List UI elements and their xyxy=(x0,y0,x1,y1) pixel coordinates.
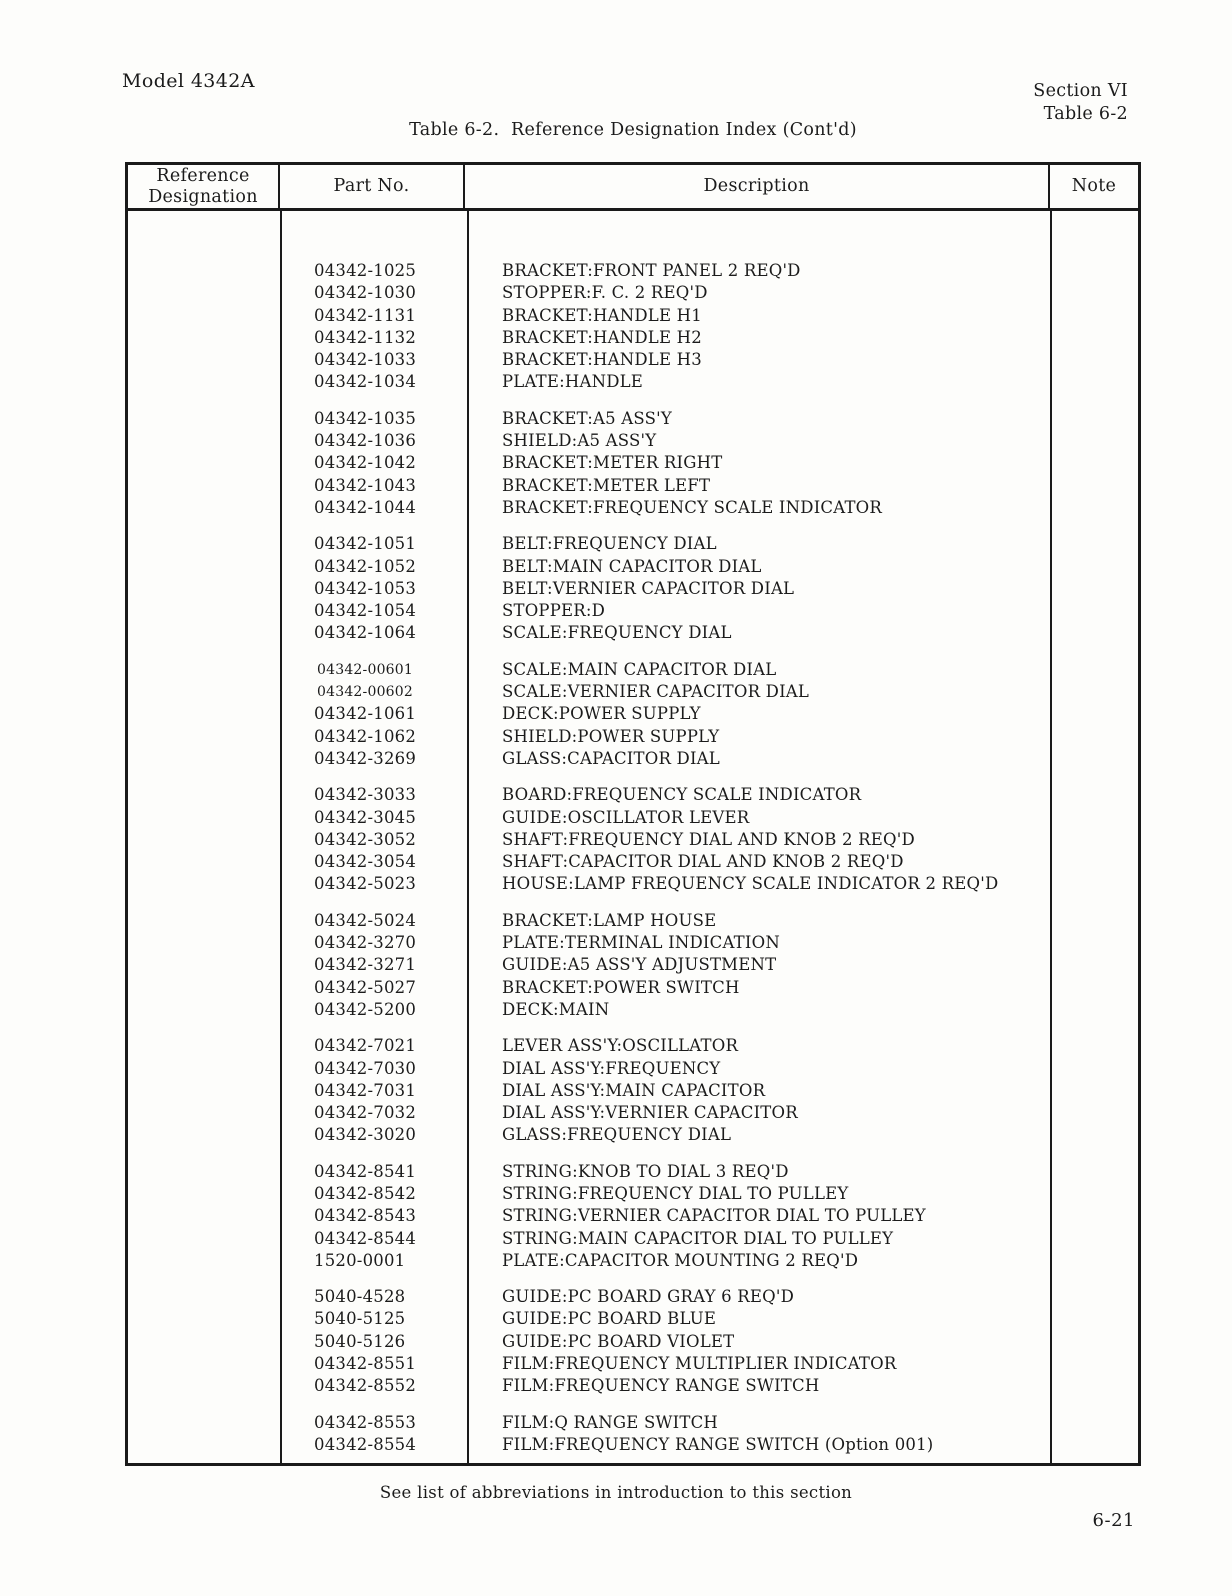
description-cell: STOPPER:D xyxy=(502,601,606,621)
table-row xyxy=(282,1228,1050,1250)
part-no-cell: 04342-1034 xyxy=(314,372,417,392)
table-row xyxy=(282,349,1050,371)
part-no-cell: 5040-5126 xyxy=(314,1331,406,1351)
part-no-cell: 04342-00601 xyxy=(317,661,414,678)
header-reference-designation: Reference Designation xyxy=(128,165,280,208)
part-no-cell: 04342-5024 xyxy=(314,910,417,930)
table-row xyxy=(282,371,1050,393)
row-group xyxy=(282,1286,1050,1397)
abbreviations-footnote: See list of abbreviations in introduction to this section xyxy=(379,1483,853,1502)
header-note: Note xyxy=(1071,176,1117,196)
description-cell: DECK:MAIN xyxy=(502,999,610,1019)
table-row xyxy=(282,1035,1050,1057)
part-no-cell: 04342-7021 xyxy=(314,1036,417,1056)
description-cell: BRACKET:HANDLE H1 xyxy=(502,305,702,325)
description-cell: BRACKET:METER LEFT xyxy=(502,475,711,495)
part-no-cell: 04342-1030 xyxy=(314,283,417,303)
table-row xyxy=(282,452,1050,474)
table-row xyxy=(282,1434,1050,1456)
part-no-cell: 04342-1042 xyxy=(314,453,417,473)
part-no-cell: 04342-3269 xyxy=(314,748,417,768)
part-no-cell: 04342-8543 xyxy=(314,1206,417,1226)
table-row xyxy=(282,1353,1050,1375)
part-no-cell: 04342-8554 xyxy=(314,1434,417,1454)
table-row xyxy=(282,977,1050,999)
row-group xyxy=(282,533,1050,644)
part-no-cell: 04342-1044 xyxy=(314,497,417,517)
row-group xyxy=(282,659,1050,770)
table-row xyxy=(282,703,1050,725)
part-no-cell: 04342-1061 xyxy=(314,704,417,724)
part-no-cell: 04342-8552 xyxy=(314,1376,417,1396)
row-group xyxy=(282,1035,1050,1146)
part-no-cell: 04342-5027 xyxy=(314,977,417,997)
row-group xyxy=(282,1161,1050,1272)
table-row xyxy=(282,1080,1050,1102)
description-cell: DIAL ASS'Y:VERNIER CAPACITOR xyxy=(502,1103,798,1123)
description-cell: SHAFT:CAPACITOR DIAL AND KNOB 2 REQ'D xyxy=(502,852,904,872)
table-row xyxy=(282,851,1050,873)
section-label: Section VI xyxy=(1033,81,1128,101)
description-cell: LEVER ASS'Y:OSCILLATOR xyxy=(502,1036,739,1056)
row-group xyxy=(282,260,1050,394)
table-body-rows xyxy=(282,211,1050,1470)
part-no-cell: 04342-3052 xyxy=(314,829,417,849)
part-no-cell: 04342-3270 xyxy=(314,933,417,953)
table-row xyxy=(282,726,1050,748)
part-no-cell: 04342-8544 xyxy=(314,1228,417,1248)
row-group xyxy=(282,408,1050,519)
part-no-cell: 04342-7031 xyxy=(314,1080,417,1100)
table-row xyxy=(282,829,1050,851)
table-row xyxy=(282,1286,1050,1308)
description-cell: GUIDE:OSCILLATOR LEVER xyxy=(502,807,750,827)
table-row xyxy=(282,1205,1050,1227)
part-no-cell: 04342-3020 xyxy=(314,1125,417,1145)
description-cell: GUIDE:A5 ASS'Y ADJUSTMENT xyxy=(502,955,777,975)
table-row xyxy=(282,1308,1050,1330)
part-no-cell: 04342-1132 xyxy=(314,327,417,347)
description-cell: STRING:MAIN CAPACITOR DIAL TO PULLEY xyxy=(502,1228,894,1248)
table-row xyxy=(282,748,1050,770)
table-row xyxy=(282,1183,1050,1205)
description-cell: DIAL ASS'Y:FREQUENCY xyxy=(502,1058,721,1078)
part-no-cell: 04342-8541 xyxy=(314,1161,417,1181)
part-no-cell: 04342-1052 xyxy=(314,556,417,576)
table-row xyxy=(282,1058,1050,1080)
description-cell: FILM:Q RANGE SWITCH xyxy=(502,1412,718,1432)
table-row xyxy=(282,305,1050,327)
part-no-cell: 04342-1064 xyxy=(314,623,417,643)
table-row xyxy=(282,430,1050,452)
table-row xyxy=(282,600,1050,622)
description-cell: PLATE:HANDLE xyxy=(502,372,644,392)
description-cell: STRING:VERNIER CAPACITOR DIAL TO PULLEY xyxy=(502,1206,926,1226)
description-cell: BELT:FREQUENCY DIAL xyxy=(502,534,717,554)
row-group xyxy=(282,784,1050,895)
table-row xyxy=(282,873,1050,895)
table-row xyxy=(282,260,1050,282)
part-no-cell: 04342-1053 xyxy=(314,578,417,598)
description-cell: BRACKET:METER RIGHT xyxy=(502,453,723,473)
description-cell: DECK:POWER SUPPLY xyxy=(502,704,701,724)
part-no-cell: 1520-0001 xyxy=(314,1250,406,1270)
table-row xyxy=(282,1375,1050,1397)
part-no-cell: 04342-1131 xyxy=(314,305,417,325)
table-row xyxy=(282,954,1050,976)
part-no-cell: 04342-8553 xyxy=(314,1412,417,1432)
part-no-cell: 04342-1051 xyxy=(314,534,417,554)
table-row xyxy=(282,622,1050,644)
part-no-cell: 04342-3033 xyxy=(314,785,417,805)
part-no-cell: 04342-7032 xyxy=(314,1103,417,1123)
part-no-cell: 04342-8551 xyxy=(314,1354,417,1374)
description-cell: SHAFT:FREQUENCY DIAL AND KNOB 2 REQ'D xyxy=(502,829,915,849)
table-row xyxy=(282,1412,1050,1434)
description-cell: STRING:FREQUENCY DIAL TO PULLEY xyxy=(502,1183,849,1203)
description-cell: GUIDE:PC BOARD VIOLET xyxy=(502,1331,735,1351)
description-cell: BRACKET:FRONT PANEL 2 REQ'D xyxy=(502,261,801,280)
table-reference-label: Table 6-2 xyxy=(1043,104,1128,124)
part-no-cell: 04342-3054 xyxy=(314,852,417,872)
table-row xyxy=(282,1331,1050,1353)
description-cell: FILM:FREQUENCY RANGE SWITCH xyxy=(502,1376,820,1396)
description-cell: SCALE:MAIN CAPACITOR DIAL xyxy=(502,659,777,679)
table-row xyxy=(282,807,1050,829)
table-title: Table 6-2. Reference Designation Index (Cont'd) xyxy=(409,120,857,140)
description-cell: BRACKET:HANDLE H2 xyxy=(502,327,702,347)
row-group xyxy=(282,910,1050,1021)
description-cell: BRACKET:FREQUENCY SCALE INDICATOR xyxy=(502,497,883,517)
part-no-cell: 04342-1035 xyxy=(314,408,417,428)
table-header-row xyxy=(128,165,1138,211)
description-cell: HOUSE:LAMP FREQUENCY SCALE INDICATOR 2 REQ'D xyxy=(502,874,999,894)
description-cell: SCALE:VERNIER CAPACITOR DIAL xyxy=(502,682,810,702)
description-cell: SHIELD:A5 ASS'Y xyxy=(502,431,657,451)
reference-designation-table xyxy=(125,162,1141,1466)
model-number: Model 4342A xyxy=(122,70,255,92)
table-row xyxy=(282,681,1050,703)
part-no-cell: 04342-5200 xyxy=(314,999,417,1019)
description-cell: BRACKET:HANDLE H3 xyxy=(502,350,702,370)
description-cell: GLASS:FREQUENCY DIAL xyxy=(502,1125,732,1145)
table-row xyxy=(282,659,1050,681)
part-no-cell: 04342-7030 xyxy=(314,1058,417,1078)
table-row xyxy=(282,327,1050,349)
description-cell: GUIDE:PC BOARD GRAY 6 REQ'D xyxy=(502,1287,795,1307)
table-row xyxy=(282,282,1050,304)
description-cell: BRACKET:A5 ASS'Y xyxy=(502,408,672,428)
part-no-cell: 04342-3271 xyxy=(314,955,417,975)
table-row xyxy=(282,1250,1050,1272)
part-no-cell: 04342-1054 xyxy=(314,601,417,621)
part-no-cell: 5040-4528 xyxy=(314,1287,406,1307)
column-divider-desc-note xyxy=(1050,211,1052,1463)
part-no-cell: 04342-5023 xyxy=(314,874,417,894)
part-no-cell: 04342-1062 xyxy=(314,726,417,746)
description-cell: PLATE:CAPACITOR MOUNTING 2 REQ'D xyxy=(502,1250,859,1270)
description-cell: SCALE:FREQUENCY DIAL xyxy=(502,623,732,643)
row-group xyxy=(282,1412,1050,1457)
description-cell: BOARD:FREQUENCY SCALE INDICATOR xyxy=(502,785,862,805)
table-row xyxy=(282,497,1050,519)
description-cell: STRING:KNOB TO DIAL 3 REQ'D xyxy=(502,1161,789,1181)
table-row xyxy=(282,999,1050,1021)
description-cell: SHIELD:POWER SUPPLY xyxy=(502,726,720,746)
description-cell: BELT:VERNIER CAPACITOR DIAL xyxy=(502,578,795,598)
description-cell: BRACKET:LAMP HOUSE xyxy=(502,910,717,930)
part-no-cell: 5040-5125 xyxy=(314,1309,406,1329)
part-no-cell: 04342-8542 xyxy=(314,1183,417,1203)
description-cell: GUIDE:PC BOARD BLUE xyxy=(502,1309,717,1329)
part-no-cell: 04342-1033 xyxy=(314,350,417,370)
table-row xyxy=(282,475,1050,497)
description-cell: FILM:FREQUENCY RANGE SWITCH (Option 001) xyxy=(502,1434,934,1454)
description-cell: STOPPER:F. C. 2 REQ'D xyxy=(502,283,708,303)
description-cell: DIAL ASS'Y:MAIN CAPACITOR xyxy=(502,1080,766,1100)
table-row xyxy=(282,533,1050,555)
table-row xyxy=(282,932,1050,954)
table-row xyxy=(282,1161,1050,1183)
description-cell: GLASS:CAPACITOR DIAL xyxy=(502,748,720,768)
table-row xyxy=(282,910,1050,932)
part-no-cell: 04342-1036 xyxy=(314,431,417,451)
part-no-cell: 04342-3045 xyxy=(314,807,417,827)
description-cell: FILM:FREQUENCY MULTIPLIER INDICATOR xyxy=(502,1354,897,1374)
part-no-cell: 04342-1025 xyxy=(314,261,417,280)
description-cell: BELT:MAIN CAPACITOR DIAL xyxy=(502,556,762,576)
part-no-cell: 04342-1043 xyxy=(314,475,417,495)
table-row xyxy=(282,408,1050,430)
header-description: Description xyxy=(465,165,1050,208)
description-cell: BRACKET:POWER SWITCH xyxy=(502,977,740,997)
table-row xyxy=(282,1102,1050,1124)
header-part-no: Part No. xyxy=(280,165,465,208)
page-number: 6-21 xyxy=(1092,1510,1135,1531)
part-no-cell: 04342-00602 xyxy=(317,684,414,701)
table-row xyxy=(282,784,1050,806)
description-cell: PLATE:TERMINAL INDICATION xyxy=(502,933,780,953)
table-row xyxy=(282,556,1050,578)
table-row xyxy=(282,1124,1050,1146)
table-body xyxy=(128,211,1138,1463)
table-row xyxy=(282,578,1050,600)
